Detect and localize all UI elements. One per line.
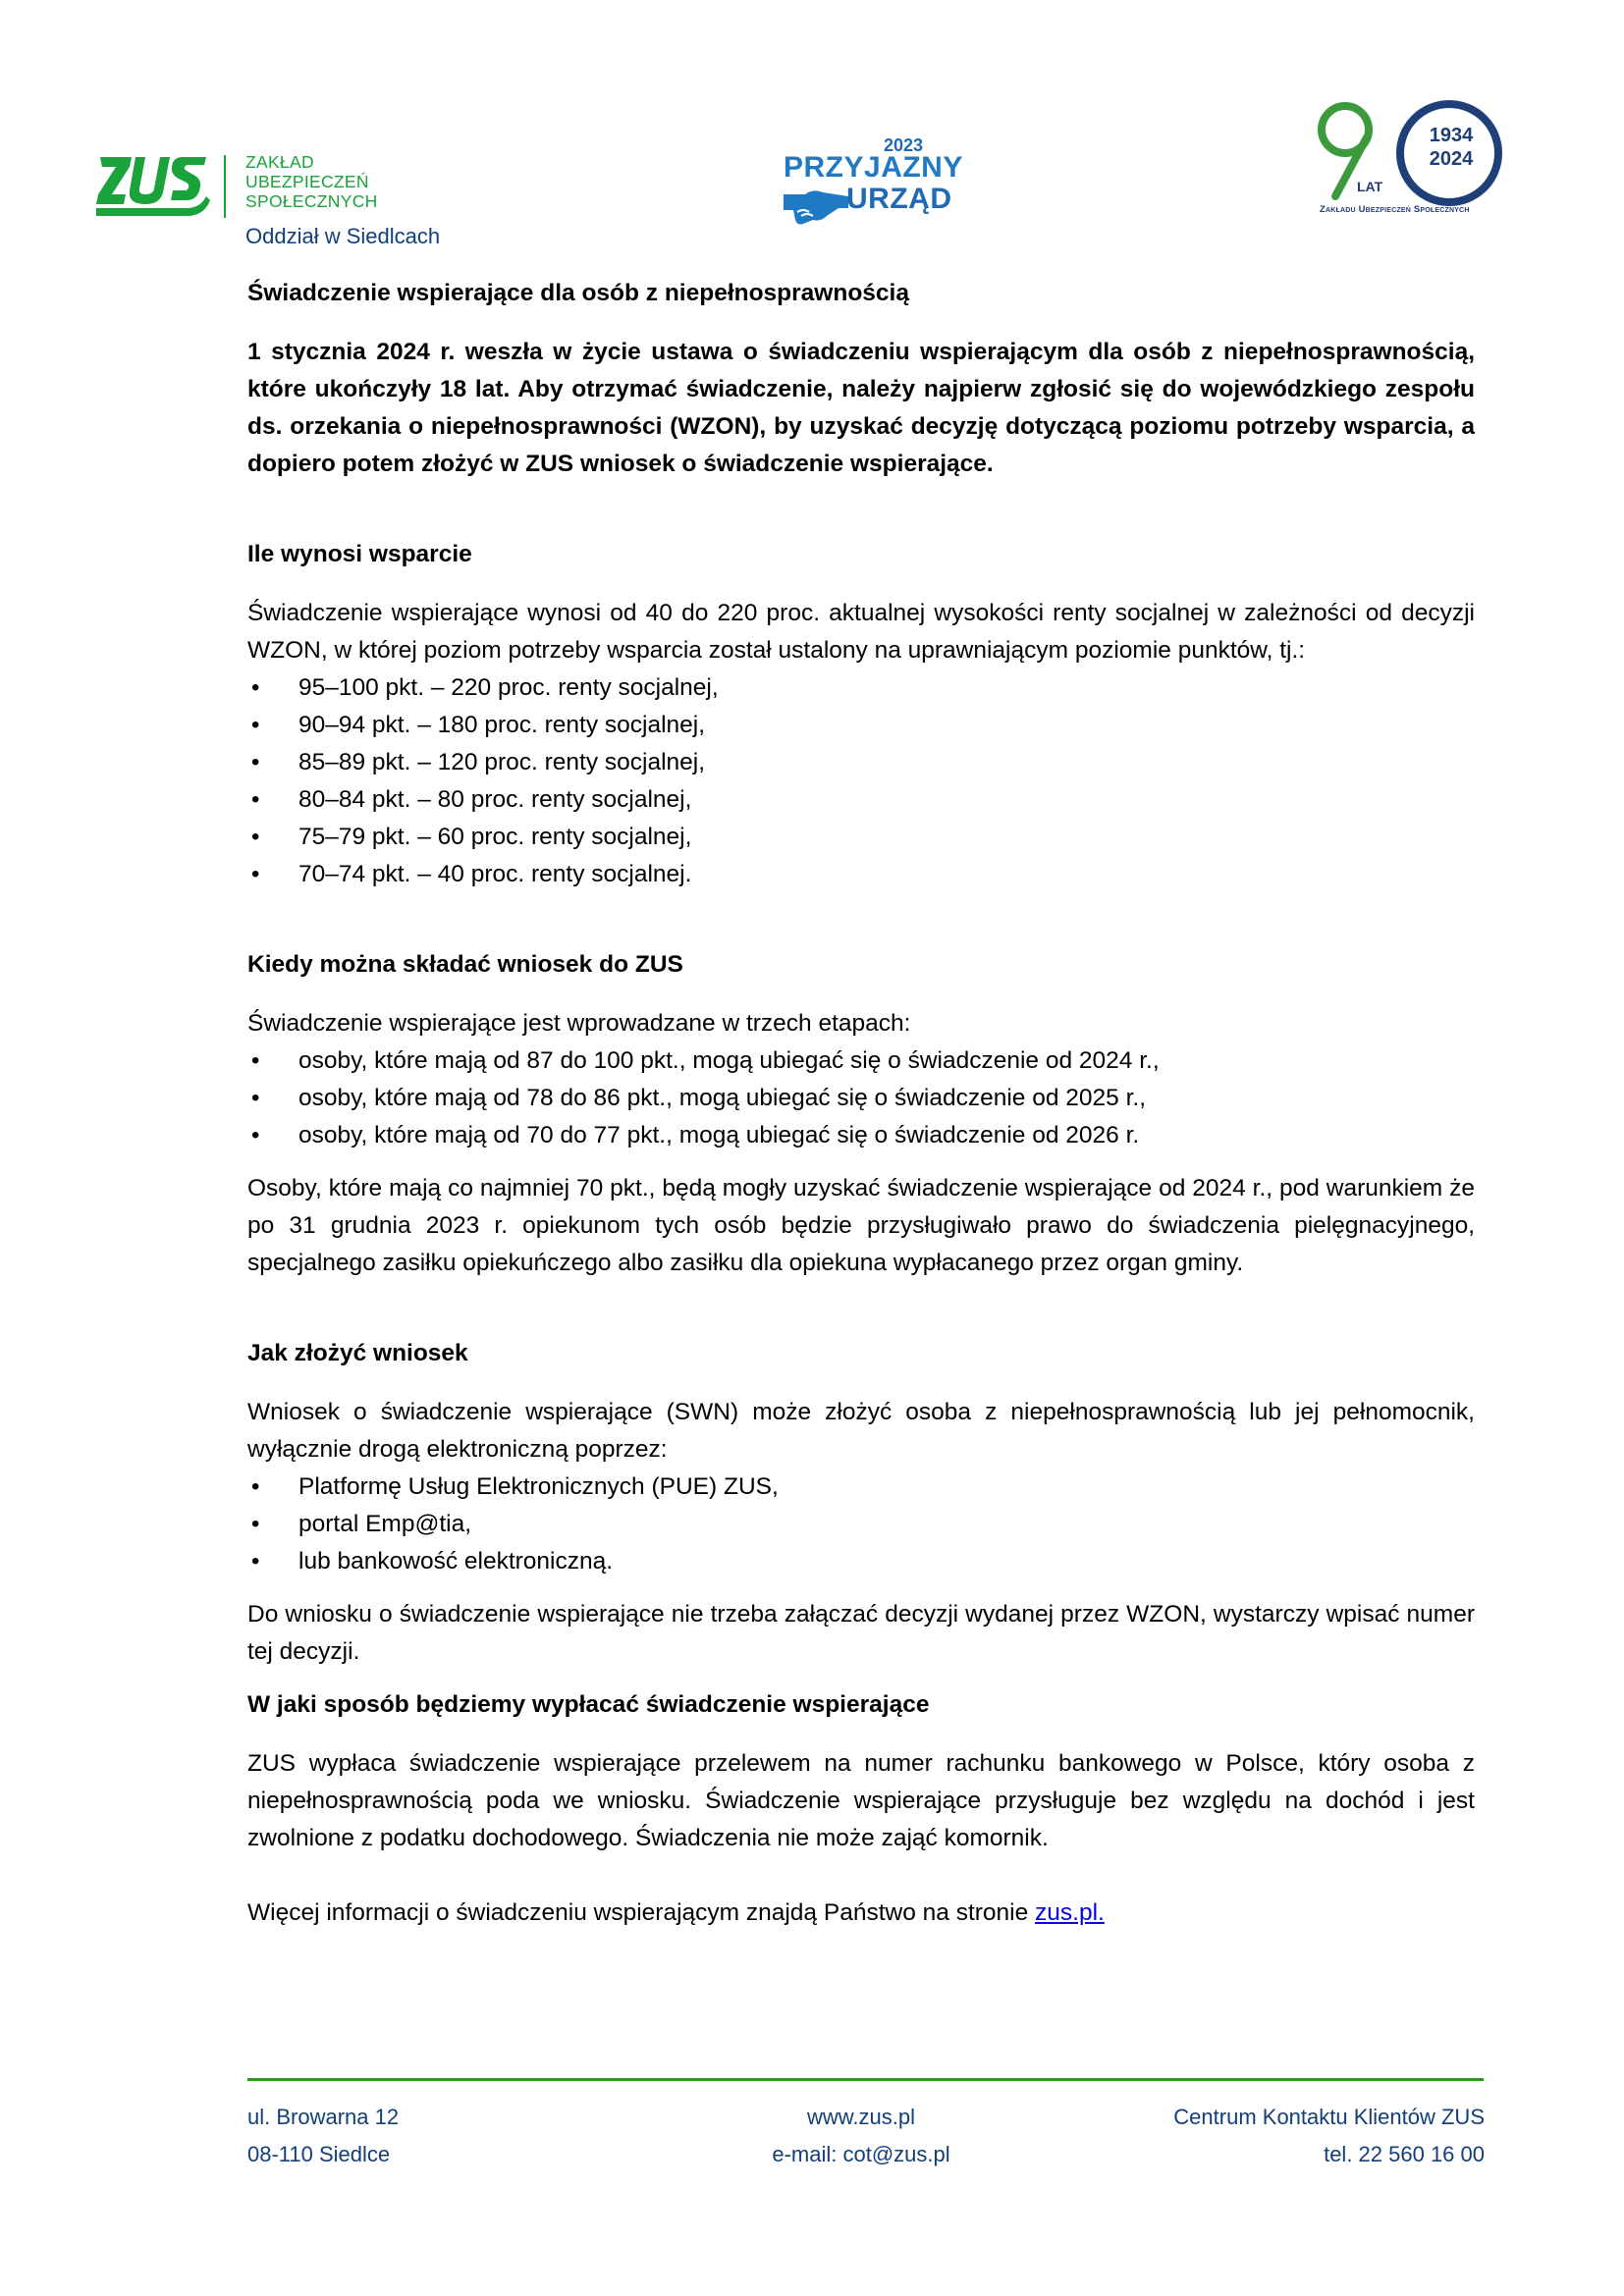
friendly-office-logo — [776, 135, 962, 234]
year-to: 2024 — [1429, 148, 1474, 170]
lead-paragraph: 1 stycznia 2024 r. weszła w życie ustawa o świadczeniu wspierającym dla osób z niepełnosprawnością, które ukończyły 18 lat. Aby otrzymać świadczenie, należy najpierw zgłosić się do wojewódzkiego zespołu ds. orzekania o niepełnosprawności (WZON), by uzyskać decyzję dotyczącą poziomu potrzeby wsparcia, a dopiero potem złożyć w ZUS wniosek o świadczenie wspierające. — [247, 339, 1475, 477]
list-item: • osoby, które mają od 70 do 77 pkt., mogą ubiegać się o świadczenie od 2026 r. — [247, 1117, 1475, 1154]
list-item: • lub bankowość elektroniczną. — [247, 1543, 1475, 1580]
list-item: • 70–74 pkt. – 40 proc. renty socjalnej. — [247, 856, 1475, 893]
section-heading: Jak złożyć wniosek — [247, 1340, 468, 1366]
anniversary-caption: Zakładu Ubezpieczeń Społecznych — [1320, 204, 1470, 215]
section-heading: W jaki sposób będziemy wypłacać świadczenie wspierające — [247, 1691, 930, 1718]
section-paragraph: Osoby, które mają co najmniej 70 pkt., będą mogły uzyskać świadczenie wspierające od 2024 r., pod warunkiem że po 31 grudnia 2023 r. opiekunom tych osób będzie przysługiwało prawo do świadczenia pielęgnacyjnego, specjalnego zasiłku opiekuńczego albo zasiłku dla opiekuna wypłacanego przez organ gminy. — [247, 1175, 1475, 1276]
list-item: • 90–94 pkt. – 180 proc. renty socjalnej, — [247, 707, 1475, 744]
handshake-icon — [784, 187, 848, 228]
friendly-office-year: 2023 — [884, 135, 924, 155]
list-item: • osoby, które mają od 87 do 100 pkt., mogą ubiegać się o świadczenie od 2024 r., — [247, 1042, 1475, 1080]
section-paragraph: Do wniosku o świadczenie wspierające nie trzeba załączać decyzji wydanej przez WZON, wystarczy wpisać numer tej decyzji. — [247, 1601, 1475, 1665]
more-info-paragraph — [247, 1895, 1475, 1932]
document-title: Świadczenie wspierające dla osób z niepełnosprawnością — [247, 280, 909, 306]
list-item: • 95–100 pkt. – 220 proc. renty socjalnej, — [247, 669, 1475, 707]
zus-website-link[interactable]: zus.pl. — [1035, 1899, 1105, 1926]
email-link[interactable]: e-mail: cot@zus.pl — [772, 2142, 950, 2166]
stages-list — [247, 1042, 1475, 1154]
org-name-line: SPOŁECZNYCH — [245, 191, 378, 211]
address-city: 08-110 Siedlce — [247, 2142, 391, 2166]
channels-list — [247, 1468, 1475, 1580]
friendly-office-title: PRZYJAZNY — [784, 151, 963, 184]
header-divider — [224, 155, 226, 218]
section-heading: Ile wynosi wsparcie — [247, 541, 472, 567]
address-street: ul. Browarna 12 — [247, 2105, 400, 2129]
year-from: 1934 — [1429, 125, 1474, 146]
anniversary-logo — [1306, 98, 1512, 226]
list-item: • portal Emp@tia, — [247, 1506, 1475, 1543]
section-paragraph: ZUS wypłaca świadczenie wspierające przelewem na numer rachunku bankowego w Polsce, który osoba z niepełnosprawnością poda we wniosku. Świadczenie wspierające przysługuje bez względu na dochód i jest zwolnione z podatku dochodowego. Świadczenia nie może zająć komornik. — [247, 1750, 1475, 1851]
document-body — [247, 275, 1475, 1932]
list-item: • osoby, które mają od 78 do 86 pkt., mogą ubiegać się o świadczenie od 2025 r., — [247, 1080, 1475, 1117]
footer-contact — [1043, 2099, 1485, 2173]
friendly-office-subtitle: URZĄD — [846, 183, 952, 215]
section-heading: Kiedy można składać wniosek do ZUS — [247, 951, 683, 978]
org-name-line: ZAKŁAD — [245, 152, 314, 172]
anniversary-years — [1412, 124, 1490, 171]
list-item: • 75–79 pkt. – 60 proc. renty socjalnej, — [247, 819, 1475, 856]
footer-address — [247, 2099, 399, 2173]
footer-web — [738, 2099, 984, 2173]
branch-name: Oddział w Siedlcach — [245, 224, 441, 248]
organization-name — [245, 152, 378, 211]
footer-divider — [247, 2078, 1484, 2081]
anniversary-lat: LAT — [1357, 179, 1383, 194]
org-name-line: UBEZPIECZEŃ — [245, 172, 369, 191]
more-info-text: Więcej informacji o świadczeniu wspierającym znajdą Państwo na stronie — [247, 1899, 1036, 1926]
support-levels-list — [247, 669, 1475, 893]
phone-number: tel. 22 560 16 00 — [1324, 2142, 1485, 2166]
zus-logo — [96, 155, 210, 218]
website-link[interactable]: www.zus.pl — [806, 2105, 916, 2129]
list-item: • Platformę Usług Elektronicznych (PUE) ZUS, — [247, 1468, 1475, 1506]
list-item: • 80–84 pkt. – 80 proc. renty socjalnej, — [247, 781, 1475, 819]
section-paragraph: Świadczenie wspierające wynosi od 40 do 220 proc. aktualnej wysokości renty socjalnej w zależności od decyzji WZON, w której poziom potrzeby wsparcia został ustalony na uprawniającym poziomie punktów, tj.: — [247, 600, 1475, 664]
list-item: • 85–89 pkt. – 120 proc. renty socjalnej, — [247, 744, 1475, 781]
section-paragraph: Wniosek o świadczenie wspierające (SWN) może złożyć osoba z niepełnosprawnością lub jej pełnomocnik, wyłącznie drogą elektroniczną poprzez: — [247, 1399, 1475, 1463]
contact-center-label: Centrum Kontaktu Klientów ZUS — [1173, 2105, 1485, 2129]
section-paragraph: Świadczenie wspierające jest wprowadzane w trzech etapach: — [247, 1010, 911, 1037]
